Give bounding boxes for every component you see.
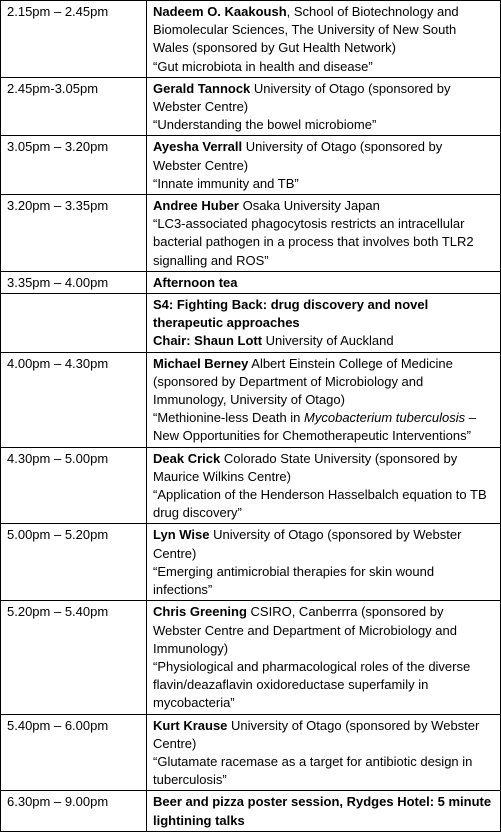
schedule-row: [1, 524, 501, 601]
talk-title: [153, 409, 494, 445]
schedule-row: [1, 791, 501, 831]
talk-cell: [147, 77, 501, 136]
talk-title: “Glutamate racemase as a target for antibiotic design in tuberculosis”: [153, 753, 473, 788]
schedule-row: [1, 77, 501, 136]
time-cell: 5.20pm – 5.40pm: [1, 601, 147, 714]
speaker-name: Deak Crick: [153, 450, 221, 466]
speaker-name: Andree Huber: [153, 198, 239, 214]
speaker-name: Gerald Tannock: [153, 80, 251, 96]
talk-cell: [147, 447, 501, 524]
talk-title-italic: Mycobacterium tuberculosis: [304, 410, 466, 426]
speaker-name: Ayesha Verrall: [153, 139, 243, 155]
talk-title-start: “Methionine-less Death in: [153, 410, 305, 426]
break-cell: [147, 271, 501, 293]
talk-title: “Application of the Henderson Hasselbalch equation to TB drug discovery”: [153, 487, 487, 521]
talk-cell: [147, 1, 501, 78]
speaker-affiliation: University of Otago (sponsored by Webster Centre): [153, 139, 443, 173]
schedule-row: [1, 271, 501, 293]
time-cell: 5.00pm – 5.20pm: [1, 524, 147, 601]
talk-title-end: – New Opportunities for Chemotherapeutic Interventions”: [153, 410, 476, 444]
time-cell: 3.35pm – 4.00pm: [1, 271, 147, 293]
speaker-affiliation: CSIRO, Canberrra (sponsored by Webster Centre and Department of Microbiology and Immunology): [153, 604, 457, 656]
speaker-affiliation: , School of Biotechnology and Biomolecular Sciences, The University of New South Wales (sponsored by Gut Health Network): [153, 4, 459, 56]
speaker-affiliation: University of Otago (sponsored by Webster Centre): [153, 80, 451, 115]
talk-cell: [147, 352, 501, 447]
event-cell: [147, 791, 501, 831]
talk-title: “Understanding the bowel microbiome”: [153, 117, 377, 133]
session-chair-affiliation: University of Auckland: [262, 333, 394, 349]
time-cell: 3.05pm – 3.20pm: [1, 136, 147, 195]
time-cell: 2.15pm – 2.45pm: [1, 1, 147, 78]
talk-cell: [147, 136, 501, 195]
speaker-name: Michael Berney: [153, 355, 249, 371]
talk-title: “Gut microbiota in health and disease”: [153, 58, 373, 74]
session-chair: Chair: Shaun Lott: [153, 333, 263, 349]
time-cell: 3.20pm – 3.35pm: [1, 195, 147, 272]
break-label: Afternoon tea: [153, 274, 238, 290]
schedule-row: [1, 1, 501, 78]
talk-cell: [147, 601, 501, 714]
speaker-name: Kurt Krause: [153, 717, 228, 733]
talk-title: “Physiological and pharmacological roles of the diverse flavin/deazaflavin oxidoreductase superfamily in mycobacteria”: [153, 658, 471, 711]
speaker-name: Lyn Wise: [153, 527, 210, 543]
speaker-affiliation: Colorado State University (sponsored by Maurice Wilkins Centre): [153, 450, 458, 484]
speaker-affiliation: Osaka University Japan: [238, 198, 380, 214]
schedule-row: [1, 195, 501, 272]
talk-cell: [147, 714, 501, 791]
speaker-affiliation: Albert Einstein College of Medicine (sponsored by Department of Microbiology and Immunology, University of Otago): [153, 355, 453, 408]
talk-cell: [147, 195, 501, 272]
schedule-row: [1, 447, 501, 524]
schedule-row: [1, 714, 501, 791]
time-cell: 2.45pm-3.05pm: [1, 77, 147, 136]
time-cell: [1, 294, 147, 353]
time-cell: 5.40pm – 6.00pm: [1, 714, 147, 791]
event-label: Beer and pizza poster session, Rydges Hotel: 5 minute lightining talks: [153, 794, 492, 828]
talk-cell: [147, 524, 501, 601]
time-cell: 6.30pm – 9.00pm: [1, 791, 147, 831]
schedule-row: [1, 601, 501, 714]
talk-title: “Emerging antimicrobial therapies for skin wound infections”: [153, 563, 435, 598]
schedule-row: [1, 136, 501, 195]
speaker-name: Chris Greening: [153, 604, 247, 620]
speaker-name: Nadeem O. Kaakoush: [153, 4, 287, 19]
speaker-affiliation: University of Otago (sponsored by Webster Centre): [153, 527, 462, 561]
time-cell: 4.30pm – 5.00pm: [1, 447, 147, 524]
session-title: S4: Fighting Back: drug discovery and novel therapeutic approaches: [153, 297, 429, 331]
talk-title: “Innate immunity and TB”: [153, 175, 299, 191]
schedule-row: [1, 352, 501, 447]
time-cell: 4.00pm – 4.30pm: [1, 352, 147, 447]
speaker-affiliation: University of Otago (sponsored by Webster Centre): [153, 717, 480, 751]
talk-title: “LC3-associated phagocytosis restricts an intracellular bacterial pathogen in a process that involves both TLR2 signalling and ROS”: [153, 216, 474, 268]
session-cell: [147, 294, 501, 353]
session-header-row: [1, 294, 501, 353]
